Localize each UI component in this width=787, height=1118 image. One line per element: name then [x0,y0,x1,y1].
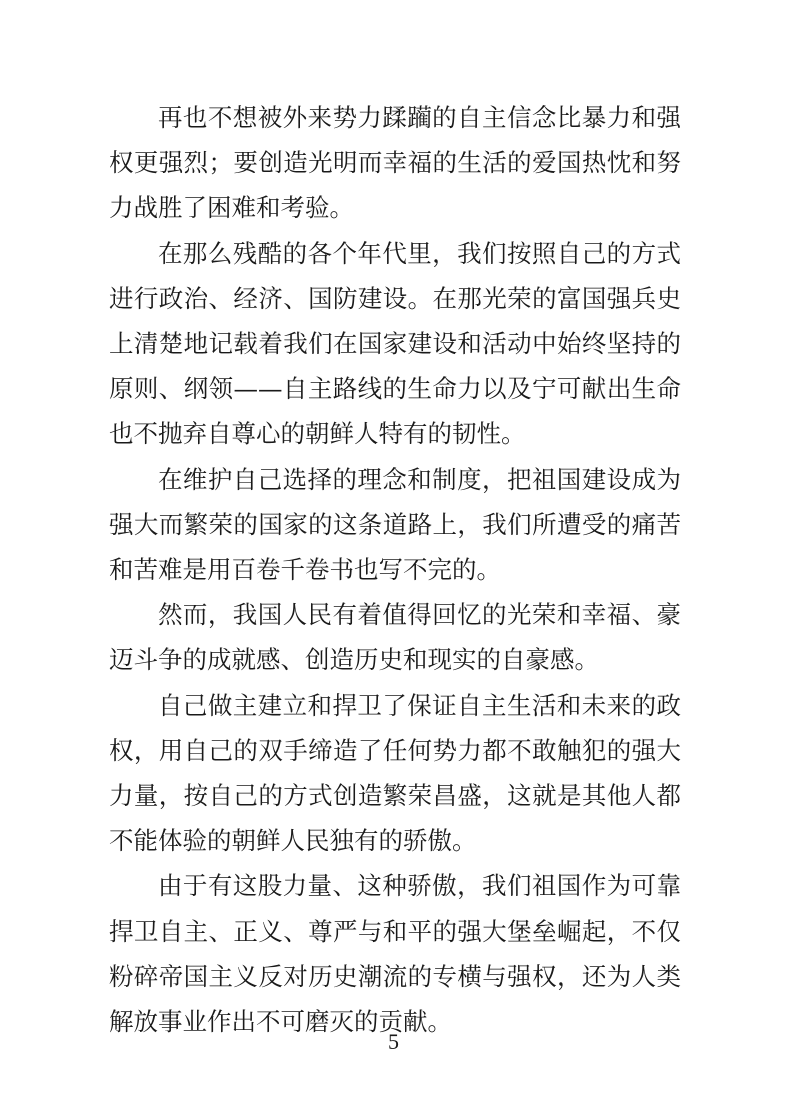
paragraph: 由于有这股力量、这种骄傲，我们祖国作为可靠捍卫自主、正义、尊严与和平的强大堡垒崛起，不仅粉碎帝国主义反对历史潮流的专横与强权，还为人类解放事业作出不可磨灭的贡献。 [109,871,681,1037]
paragraph: 再也不想被外来势力蹂躏的自主信念比暴力和强权更强烈；要创造光明而幸福的生活的爱国热忱和努力战胜了困难和考验。 [109,103,681,223]
paragraph: 然而，我国人民有着值得回忆的光荣和幸福、豪迈斗争的成就感、创造历史和现实的自豪感。 [109,600,681,675]
paragraph: 在维护自己选择的理念和制度，把祖国建设成为强大而繁荣的国家的这条道路上，我们所遭受的痛苦和苦难是用百卷千卷书也写不完的。 [109,464,681,585]
paragraph: 在那么残酷的各个年代里，我们按照自己的方式进行政治、经济、国防建设。在那光荣的富国强兵史上清楚地记载着我们在国家建设和活动中始终坚持的原则、纲领——自主路线的生命力以及宁可献出生命也不抛弃自尊心的朝鲜人特有的韧性。 [109,238,681,449]
page-number: 5 [388,1029,399,1054]
body-text [109,95,681,1044]
paragraph: 自己做主建立和捍卫了保证自主生活和未来的政权，用自己的双手缔造了任何势力都不敢触犯的强大力量，按自己的方式创造繁荣昌盛，这就是其他人都不能体验的朝鲜人民独有的骄傲。 [109,690,681,856]
